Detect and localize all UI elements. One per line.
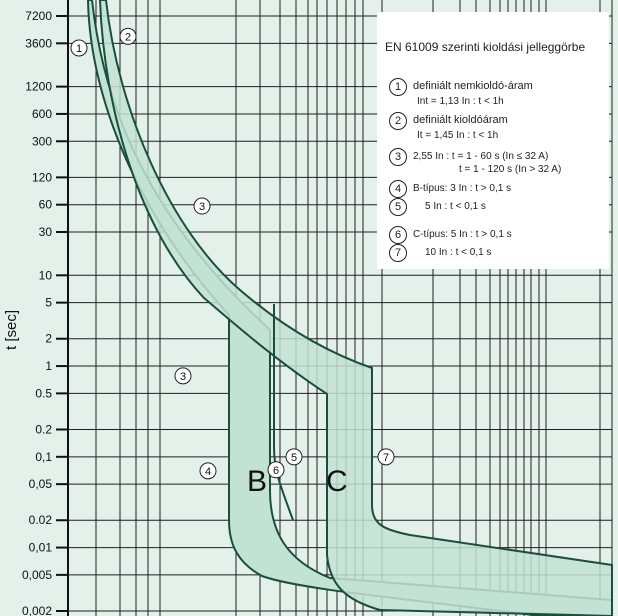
legend-item-5 bbox=[389, 198, 486, 216]
marker-number: 6 bbox=[272, 464, 280, 477]
legend-title: EN 61009 szerinti kioldási jelleggörbe bbox=[385, 40, 586, 54]
y-tick-label: 300 bbox=[31, 134, 52, 149]
marker-number-icon: 5 bbox=[389, 198, 407, 216]
y-tick-label: 0.5 bbox=[35, 386, 52, 401]
marker-number: 3 bbox=[179, 370, 187, 383]
marker-4 bbox=[200, 463, 216, 479]
marker-6 bbox=[268, 462, 284, 478]
series-label-c: C bbox=[326, 464, 348, 498]
marker-3 bbox=[194, 198, 210, 214]
y-tick-label: 0,05 bbox=[28, 477, 52, 492]
marker-number-icon: 3 bbox=[389, 148, 407, 166]
legend-item-2 bbox=[389, 112, 508, 130]
legend-item-1-detail: Int = 1,13 In : t < 1h bbox=[417, 96, 504, 107]
y-tick-label: 1 bbox=[45, 359, 52, 374]
y-tick-label: 7200 bbox=[25, 9, 52, 23]
legend-item-3-detail: t = 1 - 120 s (In > 32 A) bbox=[459, 164, 562, 175]
y-tick-label: 0,01 bbox=[28, 540, 52, 555]
legend-item-7 bbox=[389, 244, 491, 262]
legend-item-text: C-típus: 5 In : t > 0,1 s bbox=[413, 228, 512, 240]
marker-number-icon: 2 bbox=[389, 112, 407, 130]
y-tick-label: 0.2 bbox=[35, 422, 52, 437]
marker-number-icon: 1 bbox=[389, 78, 407, 96]
legend bbox=[377, 12, 609, 269]
y-tick-label: 5 bbox=[45, 295, 52, 310]
y-tick-label: 0,005 bbox=[21, 567, 52, 582]
y-tick-label: 30 bbox=[38, 225, 52, 240]
legend-item-text: 10 In : t < 0,1 s bbox=[425, 246, 492, 258]
y-tick-label: 0,1 bbox=[35, 449, 52, 464]
legend-item-text: definiált kioldóáram bbox=[413, 114, 508, 127]
y-axis-label: t [sec] bbox=[3, 309, 20, 351]
marker-number: 3 bbox=[198, 201, 206, 214]
series-label-b: B bbox=[247, 464, 268, 498]
marker-number: 7 bbox=[382, 451, 390, 464]
legend-item-6 bbox=[389, 226, 512, 244]
y-axis-ticks bbox=[22, 9, 68, 616]
legend-item-4 bbox=[389, 180, 511, 198]
marker-7 bbox=[378, 449, 394, 465]
marker-number: 5 bbox=[290, 451, 298, 464]
y-tick-label: 1200 bbox=[25, 79, 52, 94]
marker-number: 4 bbox=[204, 465, 212, 478]
y-tick-label: 60 bbox=[38, 197, 52, 212]
legend-item-text: 2,55 In : t = 1 - 60 s (In ≤ 32 A) bbox=[413, 150, 549, 162]
legend-item-text: 5 In : t < 0,1 s bbox=[425, 200, 486, 212]
y-tick-label: 120 bbox=[31, 170, 52, 185]
y-tick-label: 3600 bbox=[25, 36, 52, 51]
marker-1 bbox=[71, 40, 87, 56]
y-tick-label: 0,002 bbox=[21, 604, 52, 616]
marker-5 bbox=[286, 449, 302, 465]
marker-number-icon: 4 bbox=[389, 180, 407, 198]
marker-3 bbox=[175, 368, 191, 384]
legend-item-text: B-típus: 3 In : t > 0,1 s bbox=[413, 182, 512, 194]
y-tick-label: 2 bbox=[45, 331, 52, 346]
marker-number-icon: 6 bbox=[389, 226, 407, 244]
legend-item-1 bbox=[389, 78, 533, 96]
y-tick-label: 600 bbox=[31, 106, 52, 121]
marker-number: 1 bbox=[75, 42, 83, 55]
legend-item-text: definiált nemkioldó-áram bbox=[413, 80, 533, 93]
legend-item-2-detail: It = 1,45 In : t < 1h bbox=[417, 130, 499, 141]
y-tick-label: 10 bbox=[38, 268, 52, 283]
marker-2 bbox=[120, 28, 136, 44]
y-tick-label: 0.02 bbox=[28, 513, 52, 528]
marker-number: 2 bbox=[124, 31, 132, 44]
marker-number-icon: 7 bbox=[389, 244, 407, 262]
